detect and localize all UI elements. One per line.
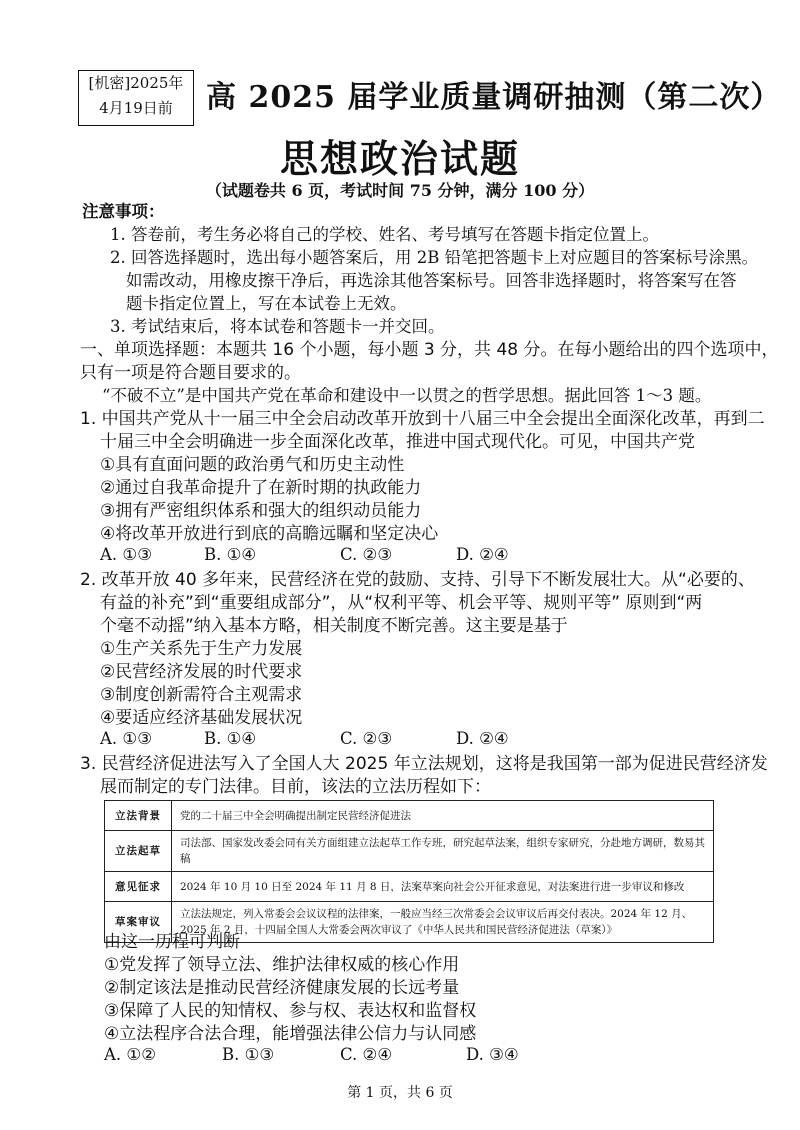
q1-option-a[interactable]: A. ①③	[100, 545, 152, 564]
confidential-line-1: [机密]2025年	[88, 74, 184, 92]
exam-title: 高 2025 届学业质量调研抽测（第二次）	[206, 80, 782, 115]
confidential-stamp	[78, 70, 194, 126]
q2-options	[100, 729, 509, 748]
q3-item-3: ③保障了人民的知情权、参与权、表达权和监督权	[104, 1001, 477, 1021]
q1-item-1: ①具有直面问题的政治勇气和历史主动性	[100, 455, 405, 475]
row-label: 立法起草	[105, 831, 172, 872]
material-intro: “不破不立”是中国共产党在革命和建设中一以贯之的哲学思想。据此回答 1～3 题。	[102, 386, 712, 405]
page-footer: 第 1 页，共 6 页	[347, 1085, 453, 1101]
subject-title: 思想政治试题	[279, 137, 520, 181]
q3-stem-cont: 展而制定的专门法律。目前，该法的立法历程如下：	[100, 777, 491, 797]
exam-info: （试题卷共 6 页，考试时间 75 分钟，满分 100 分）	[205, 181, 595, 200]
q1-item-2: ②通过自我革命提升了在新时期的执政能力	[100, 478, 422, 498]
row-text: 立法法规定，列入常委会会议议程的法律案，一般应当经三次常委会会议审议后再交付表决。2024 年 12 月、2025 年 2 月，十四届全国人大常委会两次审议了《中华人民共和国民营经济促进法（草案）》	[172, 902, 714, 943]
q1-options	[100, 545, 509, 564]
confidential-line-2: 4月19日前	[99, 99, 173, 117]
row-label: 意见征求	[105, 872, 172, 902]
q1-item-3: ③拥有严密组织体系和强大的组织动员能力	[100, 501, 422, 521]
notice-item-2: 2. 回答选择题时，选出每小题答案后，用 2B 铅笔把答题卡上对应题目的答案标号涂黑。	[110, 248, 759, 267]
q1-option-b[interactable]: B. ①④	[204, 545, 257, 564]
q2-stem: 2. 改革开放 40 多年来，民营经济在党的鼓励、支持、引导下不断发展壮大。从“必要的、	[80, 570, 755, 590]
q3-item-1: ①党发挥了领导立法、维护法律权威的核心作用	[104, 955, 460, 975]
table-row	[105, 872, 714, 902]
q3-option-a[interactable]: A. ①②	[104, 1045, 156, 1064]
q1-option-c[interactable]: C. ②③	[340, 545, 393, 564]
row-text: 司法部、国家发改委会同有关方面组建立法起草工作专班，研究起草法案，组织专家研究，分赴地方调研，数易其稿	[172, 831, 714, 872]
q3-lead: 由这一历程可判断	[104, 932, 240, 952]
q3-item-2: ②制定该法是推动民营经济健康发展的长远考量	[104, 978, 460, 998]
row-text: 2024 年 10 月 10 日至 2024 年 11 月 8 日，法案草案向社会公开征求意见，对法案进行进一步审议和修改	[172, 872, 714, 902]
q2-option-c[interactable]: C. ②③	[340, 729, 393, 748]
q3-stem: 3. 民营经济促进法写入了全国人大 2025 年立法规划，这将是我国第一部为促进民营经济发	[80, 754, 768, 774]
notice-item-2-cont2: 题卡指定位置上，写在本试卷上无效。	[126, 294, 407, 313]
q3-options	[104, 1045, 519, 1064]
section-heading-cont: 只有一项是符合题目要求的。	[80, 363, 301, 383]
q3-item-4: ④立法程序合法合理，能增强法律公信力与认同感	[104, 1024, 477, 1044]
notice-item-3: 3. 考试结束后，将本试卷和答题卡一并交回。	[110, 317, 445, 336]
table-row	[105, 831, 714, 872]
notice-item-2-cont: 如需改动，用橡皮擦干净后，再选涂其他答案标号。回答非选择题时，将答案写在答	[126, 271, 737, 290]
notice-heading: 注意事项：	[82, 202, 165, 221]
row-label: 草案审议	[105, 902, 172, 943]
q2-stem-cont: 有益的补充”到“重要组成部分”，从“权利平等、机会平等、规则平等” 原则到“两	[100, 593, 703, 613]
q2-item-1: ①生产关系先于生产力发展	[100, 639, 303, 659]
q3-option-b[interactable]: B. ①③	[222, 1045, 275, 1064]
q2-item-2: ②民营经济发展的时代要求	[100, 662, 303, 682]
q2-option-a[interactable]: A. ①③	[100, 729, 152, 748]
q2-item-3: ③制度创新需符合主观需求	[100, 685, 303, 705]
q3-option-d[interactable]: D. ③④	[466, 1045, 519, 1064]
row-text: 党的二十届三中全会明确提出制定民营经济促进法	[172, 801, 714, 831]
section-heading: 一、单项选择题：本题共 16 个小题，每小题 3 分，共 48 分。在每小题给出的四个选项中，	[80, 340, 779, 360]
q1-item-4: ④将改革开放进行到底的高瞻远瞩和坚定决心	[100, 524, 439, 544]
q2-item-4: ④要适应经济基础发展状况	[100, 708, 303, 728]
row-label: 立法背景	[105, 801, 172, 831]
q3-option-c[interactable]: C. ②④	[340, 1045, 393, 1064]
table-row	[105, 801, 714, 831]
q1-stem: 1. 中国共产党从十一届三中全会启动改革开放到十八届三中全会提出全面深化改革，再到二	[80, 409, 765, 429]
q1-option-d[interactable]: D. ②④	[456, 545, 509, 564]
q2-stem-cont2: 个毫不动摇”纳入基本方略，相关制度不断完善。这主要是基于	[100, 616, 568, 636]
q2-option-d[interactable]: D. ②④	[456, 729, 509, 748]
q1-stem-cont: 十届三中全会明确进一步全面深化改革，推进中国式现代化。可见，中国共产党	[100, 432, 695, 452]
q2-option-b[interactable]: B. ①④	[204, 729, 257, 748]
legislation-process-table	[104, 800, 714, 943]
notice-item-1: 1. 答卷前，考生务必将自己的学校、姓名、考号填写在答题卡指定位置上。	[110, 225, 659, 244]
